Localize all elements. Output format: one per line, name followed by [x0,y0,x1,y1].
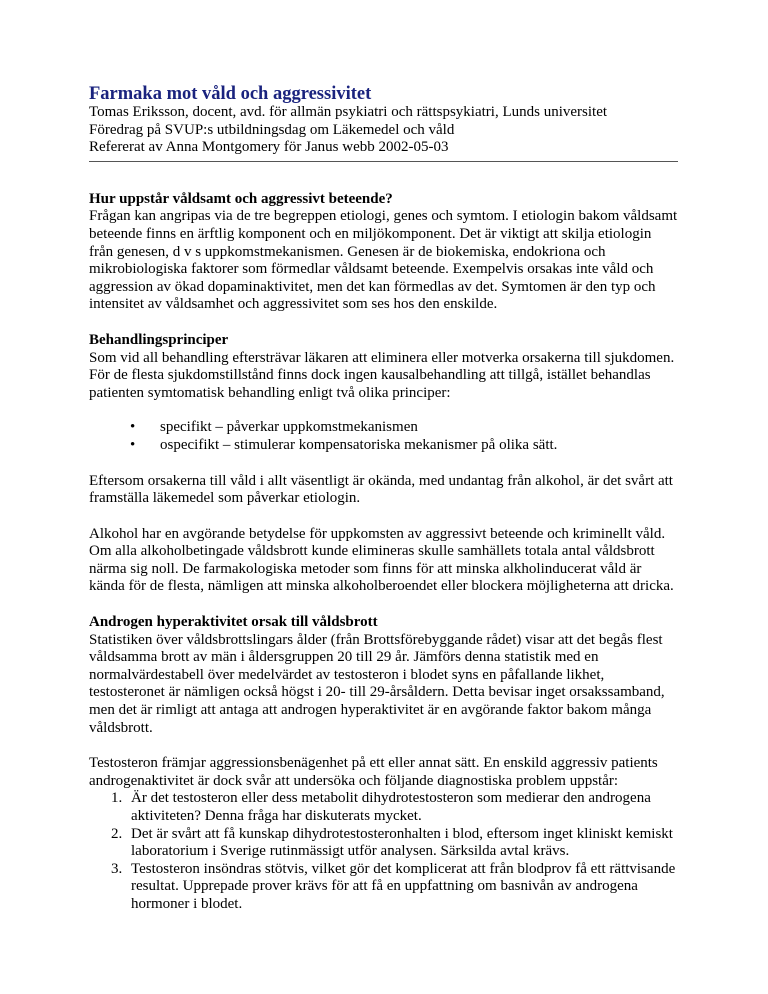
header-divider [89,161,678,162]
section-origin [89,191,679,314]
section-heading-androgen: Androgen hyperaktivitet orsak till våldsbrott [89,614,378,631]
section-text-principles: Som vid all behandling eftersträvar läkaren att eliminera eller motverka orsakerna till sjukdomen. För de flesta sjukdomstillstånd finns dock ingen kausalbehandling att tillgå, istället behandlas patienten symtomatisk behandling enligt två olika principer: [89,349,675,401]
meta-reporter: Refererat av Anna Montgomery för Janus webb 2002-05-03 [89,139,449,156]
section-heading-origin: Hur uppstår våldsamt och aggressivt beteende? [89,190,393,207]
list-item [130,437,679,455]
meta-author: Tomas Eriksson, docent, avd. för allmän psykiatri och rättspsykiatri, Lunds universitet [89,104,608,120]
problems-list [89,790,679,913]
paragraph-etiology: Eftersom orsakerna till våld i allt väsentligt är okända, med undantag från alkohol, är det svårt att framställa läkemedel som påverkar etiologin. [89,472,673,507]
list-item-number: 1. [111,790,123,807]
list-item [89,826,679,861]
document-content [89,84,679,914]
section-text-origin: Frågan kan angripas via de tre begreppen etiologi, genes och symtom. I etiologin bakom våldsamt beteende finns en ärftlig komponent och en miljökomponent. Det är viktigt att skilja etiologin från genesen, d v s uppkomstmekanismen. Genesen är de biokemiska, endokriona och mikrobiologiska faktorer som förmedlar våldsamt beteende. Exempelvis orsakas inte våld och aggression av ökad dopaminaktivitet, men det kan förmedlas av det. Symtomen är den typ och intensitet av våldsamhet och aggressivitet som ses hos den enskilde. [89,208,678,313]
list-item-text: ospecifikt – stimulerar kompensatoriska mekanismer på olika sätt. [160,436,558,453]
paragraph-testosterone: Testosteron främjar aggressionsbenägenhet på ett eller annat sätt. En enskild aggressiv patients androgenaktivitet är dock svår att undersöka och följande diagnostiska problem uppstår: [89,755,658,789]
list-item-number: 3. [111,860,123,877]
section-principles [89,332,679,596]
page-title: Farmaka mot våld och aggressivitet [89,84,372,104]
principles-list [89,419,679,454]
list-item-text: Är det testosteron eller dess metabolit dihydrotestosteron som medierar den androgena aktiviteten? Denna fråga har diskuterats mycket. [131,790,651,824]
section-heading-principles: Behandlingsprinciper [89,331,229,348]
list-item [130,419,679,437]
list-item [89,861,679,914]
list-item-text: specifikt – påverkar uppkomstmekanismen [160,419,418,436]
list-item [89,790,679,825]
bullet-icon: • [130,419,136,436]
paragraph-alcohol: Alkohol har en avgörande betydelse för uppkomsten av aggressivt beteende och kriminellt våld. Om alla alkoholbetingade våldsbrott kunde elimineras skulle samhällets totala antal våldsbrott närma sig noll. De farmakologiska metoder som finns för att minska alkholinducerat våld är kända för de flesta, nämligen att minska alkoholberoendet eller blockera möjligheterna att dricka. [89,525,674,595]
section-text-androgen: Statistiken över våldsbrottslingars ålder (från Brottsförebyggande rådet) visar att det begås flest våldsamma brott av män i åldersgruppen 20 till 29 år. Jämförs denna statistik med en normalvärdestabell över medelvärdet av testosteron i blodet syns en påfallande likhet, testosteronet är nämligen också högst i 20- till 29-årsåldern. Detta bevisar inget orsakssamband, men det är rimligt att antaga att androgen hyperaktivitet är en avgörande faktor bakom många våldsbrott. [89,631,665,736]
list-item-text: Det är svårt att få kunskap dihydrotestosteronhalten i blod, eftersom inget kliniskt kemiskt laboratorium i Sverige rutinmässigt utför analysen. Särksilda avtal krävs. [131,825,673,860]
list-item-number: 2. [111,825,123,842]
section-androgen [89,614,679,914]
meta-event: Föredrag på SVUP:s utbildningsdag om Läkemedel och våld [89,121,455,138]
bullet-icon: • [130,436,136,453]
list-item-text: Testosteron insöndras stötvis, vilket gör det komplicerat att från blodprov få ett rättvisande resultat. Upprepade prover krävs för att få en uppfattning om basnivån av androgena hormoner i blodet. [131,860,676,912]
article-meta [89,104,679,157]
